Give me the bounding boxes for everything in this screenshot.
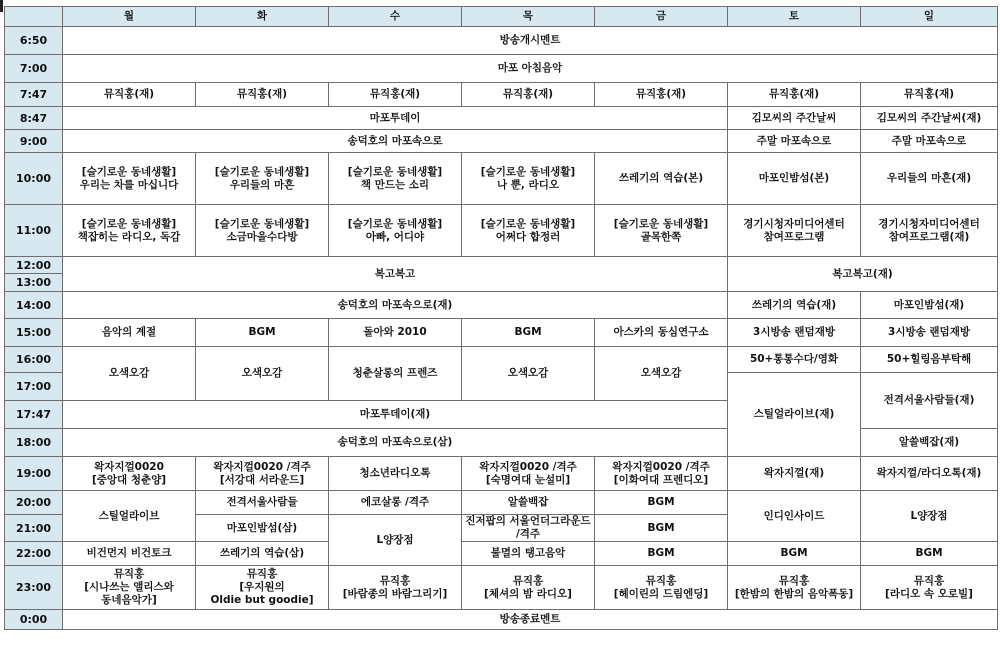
program-cell: 마포투데이(재) xyxy=(63,401,728,429)
program-cell: [슬기로운 동네생활] 우리들의 마흔 xyxy=(196,153,329,205)
program-cell: 전격서울사람들(재) xyxy=(861,373,998,429)
table-row xyxy=(5,130,998,153)
header-corner xyxy=(5,7,63,27)
program-cell: 뮤직홍(재) xyxy=(462,83,595,107)
day-header: 수 xyxy=(329,7,462,27)
program-cell: 에코살롱 /격주 xyxy=(329,491,462,515)
day-header: 월 xyxy=(63,7,196,27)
program-cell: 주말 마포속으로 xyxy=(861,130,998,153)
time-cell: 6:50 xyxy=(5,27,63,55)
program-cell: [슬기로운 동네생활] 어쩌다 합정러 xyxy=(462,205,595,257)
program-cell: 3시방송 랜덤재방 xyxy=(861,319,998,347)
program-cell: 50+힐링음부탁해 xyxy=(861,347,998,373)
time-cell: 21:00 xyxy=(5,515,63,542)
program-cell: 오색오감 xyxy=(196,347,329,401)
time-cell: 17:47 xyxy=(5,401,63,429)
program-cell: 우리들의 마흔(재) xyxy=(861,153,998,205)
table-row xyxy=(5,610,998,630)
program-cell: 뮤직홍(재) xyxy=(63,83,196,107)
program-cell: 왁자지껄0020 [중앙대 청춘양] xyxy=(63,457,196,491)
program-cell: 스틸얼라이브 xyxy=(63,491,196,542)
time-cell: 13:00 xyxy=(5,274,63,292)
program-cell: BGM xyxy=(595,491,728,515)
program-cell: BGM xyxy=(462,319,595,347)
program-cell: 송덕호의 마포속으로(삼) xyxy=(63,429,728,457)
program-cell: 마포투데이 xyxy=(63,107,728,130)
program-cell: 돌아와 2010 xyxy=(329,319,462,347)
program-cell: 쓰레기의 역습(재) xyxy=(728,292,861,319)
broadcast-schedule-table xyxy=(4,6,998,630)
program-cell: 뮤직홍(재) xyxy=(196,83,329,107)
day-header: 금 xyxy=(595,7,728,27)
program-cell: BGM xyxy=(728,542,861,566)
program-cell: 뮤직홍 [시나쓰는 앨리스와 동네음악가] xyxy=(63,566,196,610)
program-cell: 뮤직홍 [바람종의 바람그리기] xyxy=(329,566,462,610)
program-cell: 마포인밤섬(재) xyxy=(861,292,998,319)
program-cell: 주말 마포속으로 xyxy=(728,130,861,153)
time-cell: 7:47 xyxy=(5,83,63,107)
table-row xyxy=(5,319,998,347)
program-cell: 뮤직홍(재) xyxy=(861,83,998,107)
program-cell: [슬기로운 동네생활] 책잡히는 라디오, 독감 xyxy=(63,205,196,257)
table-row xyxy=(5,55,998,83)
program-cell: 왁자지껄/라디오톡(재) xyxy=(861,457,998,491)
program-cell: BGM xyxy=(196,319,329,347)
time-cell: 8:47 xyxy=(5,107,63,130)
program-cell: [슬기로운 동네생활] 아빠, 어디야 xyxy=(329,205,462,257)
program-cell: 3시방송 랜덤재방 xyxy=(728,319,861,347)
time-cell: 7:00 xyxy=(5,55,63,83)
program-cell: 쓰레기의 역습(본) xyxy=(595,153,728,205)
program-cell: 방송개시멘트 xyxy=(63,27,998,55)
time-cell: 16:00 xyxy=(5,347,63,373)
time-cell: 14:00 xyxy=(5,292,63,319)
table-row xyxy=(5,107,998,130)
program-cell: 뮤직홍 [우지원의 Oldie but goodie] xyxy=(196,566,329,610)
day-header: 화 xyxy=(196,7,329,27)
program-cell: L양장점 xyxy=(861,491,998,542)
program-cell: 뮤직홍 [체셔의 밤 라디오] xyxy=(462,566,595,610)
time-cell: 20:00 xyxy=(5,491,63,515)
program-cell: 송덕호의 마포속으로 xyxy=(63,130,728,153)
program-cell: L양장점 xyxy=(329,515,462,566)
table-row xyxy=(5,491,998,515)
program-cell: 왁자지껄0020 /격주 [숙명여대 눈설미] xyxy=(462,457,595,491)
corner-mark xyxy=(0,0,3,12)
table-row xyxy=(5,542,998,566)
time-cell: 19:00 xyxy=(5,457,63,491)
program-cell: 스틸얼라이브(재) xyxy=(728,373,861,457)
program-cell: [슬기로운 동네생활] 골목한쪽 xyxy=(595,205,728,257)
program-cell: 뮤직홍 [라디오 속 오로빌] xyxy=(861,566,998,610)
table-row xyxy=(5,27,998,55)
program-cell: 인디인사이드 xyxy=(728,491,861,542)
program-cell: 비건먼지 비건토크 xyxy=(63,542,196,566)
program-cell: 알쓸백잡(재) xyxy=(861,429,998,457)
program-cell: 복고복고 xyxy=(63,257,728,292)
table-row xyxy=(5,257,998,274)
schedule-body xyxy=(5,27,998,630)
time-cell: 12:00 xyxy=(5,257,63,274)
table-row xyxy=(5,292,998,319)
time-cell: 18:00 xyxy=(5,429,63,457)
program-cell: 마포인밤섬(삼) xyxy=(196,515,329,542)
time-cell: 22:00 xyxy=(5,542,63,566)
table-row xyxy=(5,153,998,205)
header-row xyxy=(5,7,998,27)
program-cell: 마포인밤섬(본) xyxy=(728,153,861,205)
program-cell: 경기시청자미디어센터 참여프로그램 xyxy=(728,205,861,257)
table-row xyxy=(5,83,998,107)
program-cell: BGM xyxy=(595,515,728,542)
program-cell: [슬기로운 동네생활] 소금마을수다방 xyxy=(196,205,329,257)
time-cell: 23:00 xyxy=(5,566,63,610)
time-cell: 15:00 xyxy=(5,319,63,347)
table-row xyxy=(5,566,998,610)
time-cell: 0:00 xyxy=(5,610,63,630)
time-cell: 10:00 xyxy=(5,153,63,205)
program-cell: [슬기로운 동네생활] 책 만드는 소리 xyxy=(329,153,462,205)
time-cell: 17:00 xyxy=(5,373,63,401)
program-cell: 송덕호의 마포속으로(재) xyxy=(63,292,728,319)
program-cell: 오색오감 xyxy=(63,347,196,401)
program-cell: 오색오감 xyxy=(595,347,728,401)
day-header: 목 xyxy=(462,7,595,27)
program-cell: 뮤직홍 [한밤의 한밤의 음악폭동] xyxy=(728,566,861,610)
program-cell: 왁자지껄0020 /격주 [서강대 서라운드] xyxy=(196,457,329,491)
program-cell: 아스카의 동심연구소 xyxy=(595,319,728,347)
program-cell: 쓰레기의 역습(삼) xyxy=(196,542,329,566)
program-cell: 왁자지껄0020 /격주 [이화여대 프렌디오] xyxy=(595,457,728,491)
program-cell: 마포 아침음악 xyxy=(63,55,998,83)
time-cell: 11:00 xyxy=(5,205,63,257)
program-cell: 50+통통수다/영화 xyxy=(728,347,861,373)
time-cell: 9:00 xyxy=(5,130,63,153)
table-row xyxy=(5,457,998,491)
program-cell: 김모씨의 주간날씨 xyxy=(728,107,861,130)
program-cell: [슬기로운 동네생활] 우리는 차를 마십니다 xyxy=(63,153,196,205)
program-cell: 김모씨의 주간날씨(재) xyxy=(861,107,998,130)
program-cell: 뮤직홍(재) xyxy=(329,83,462,107)
table-row xyxy=(5,347,998,373)
program-cell: 알쓸백잡 xyxy=(462,491,595,515)
program-cell: 전격서울사람들 xyxy=(196,491,329,515)
program-cell: 경기시청자미디어센터 참여프로그램(재) xyxy=(861,205,998,257)
program-cell: BGM xyxy=(861,542,998,566)
program-cell: 복고복고(재) xyxy=(728,257,998,292)
program-cell: 왁자지껄(재) xyxy=(728,457,861,491)
schedule-wrapper xyxy=(4,6,998,630)
program-cell: 음악의 계절 xyxy=(63,319,196,347)
program-cell: 오색오감 xyxy=(462,347,595,401)
program-cell: 방송종료멘트 xyxy=(63,610,998,630)
program-cell: 청춘살롱의 프렌즈 xyxy=(329,347,462,401)
program-cell: BGM xyxy=(595,542,728,566)
program-cell: 불멸의 탱고음악 xyxy=(462,542,595,566)
program-cell: 뮤직홍 [헤이린의 드림엔딩] xyxy=(595,566,728,610)
program-cell: 뮤직홍(재) xyxy=(595,83,728,107)
program-cell: [슬기로운 동네생활] 나 뿐, 라디오 xyxy=(462,153,595,205)
day-header: 일 xyxy=(861,7,998,27)
program-cell: 뮤직홍(재) xyxy=(728,83,861,107)
program-cell: 청소년라디오톡 xyxy=(329,457,462,491)
program-cell: 진저팝의 서울언더그라운드 /격주 xyxy=(462,515,595,542)
day-header: 토 xyxy=(728,7,861,27)
table-row xyxy=(5,205,998,257)
